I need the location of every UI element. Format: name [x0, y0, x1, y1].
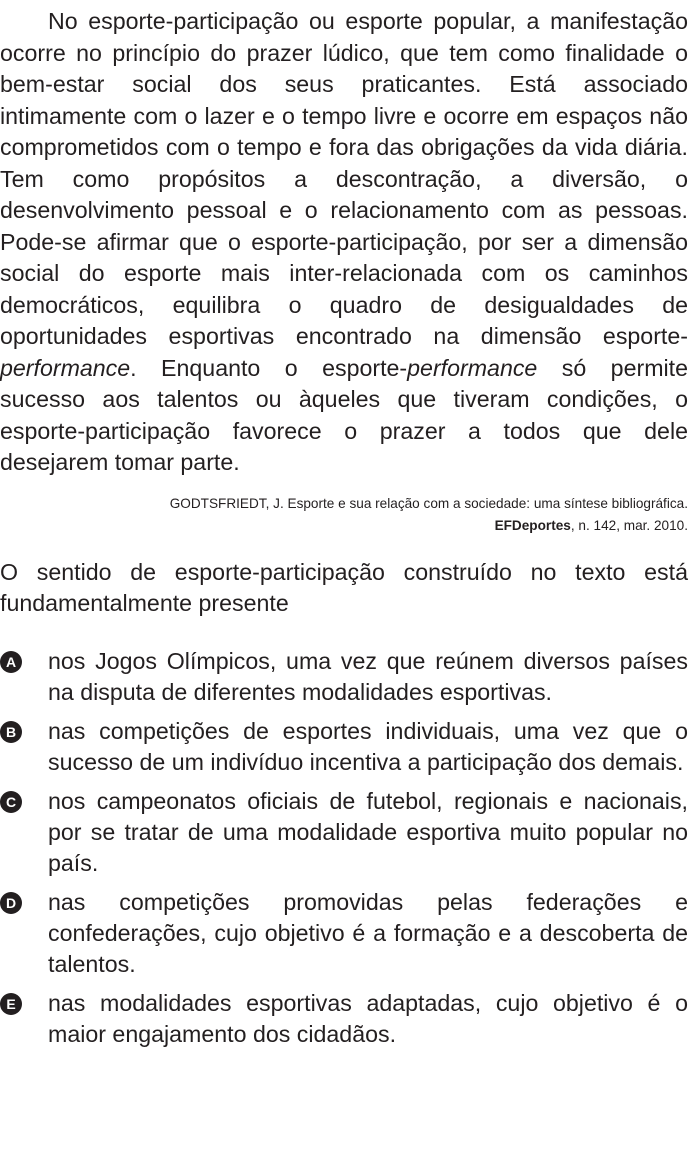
passage-italic-1: performance [0, 354, 131, 381]
option-e-text: nas modalidades esportivas adaptadas, cujo objetivo é o maior engajamento dos cidadãos. [48, 989, 688, 1047]
journal-name: EFDeportes [494, 517, 571, 533]
option-a[interactable] [0, 646, 688, 708]
passage-text [0, 6, 688, 479]
passage-part3: só permite sucesso aos talentos ou àqueles que tiveram condições, o esporte-participação favorece o prazer a todos que dele desejarem tomar parte. [0, 354, 688, 475]
citation-line-1: GODTSFRIEDT, J. Esporte e sua relação com a sociedade: uma síntese bibliográfica. [169, 495, 688, 511]
citation-line-2 [0, 515, 688, 537]
option-b[interactable] [0, 716, 688, 778]
option-d[interactable] [0, 887, 688, 980]
document-page [0, 6, 688, 1058]
passage-part1: No esporte-participação ou esporte popular, a manifestação ocorre no princípio do prazer lúdico, que tem como finalidade o bem-estar social dos seus praticantes. Está associado intimamente com o lazer e o tempo livre e ocorre em espaços não comprometidos com o tempo e fora das obrigações da vida diária. Tem como propósitos a descontração, a diversão, o desenvolvimento pessoal e o relacionamento com as pessoas. Pode-se afirmar que o esporte-participação, por ser a dimensão social do esporte mais inter-relacionada com os caminhos democráticos, equilibra o quadro de desigualdades de oportunidades esportivas encontrado na dimensão esporte- [0, 8, 688, 349]
option-e[interactable] [0, 988, 688, 1050]
option-d-letter-badge: D [0, 892, 22, 914]
option-a-text: nos Jogos Olímpicos, uma vez que reúnem diversos países na disputa de diferentes modalidades esportivas. [48, 647, 688, 705]
option-d-text: nas competições promovidas pelas federações e confederações, cujo objetivo é a formação e a descoberta de talentos. [48, 888, 688, 977]
option-c-text: nos campeonatos oficiais de futebol, regionais e nacionais, por se tratar de uma modalidade esportiva muito popular no país. [48, 787, 688, 876]
question-stem: O sentido de esporte-participação construído no texto está fundamentalmente presente [0, 558, 688, 616]
passage-italic-2: performance [407, 354, 538, 381]
citation-details: , n. 142, mar. 2010. [570, 517, 688, 533]
answer-options [0, 646, 688, 1050]
option-c-letter-badge: C [0, 791, 22, 813]
option-c[interactable] [0, 786, 688, 879]
option-e-letter-badge: E [0, 993, 22, 1015]
option-a-letter-badge: A [0, 651, 22, 673]
option-b-text: nas competições de esportes individuais, uma vez que o sucesso de um indivíduo incentiva a participação dos demais. [48, 717, 688, 775]
source-citation [0, 493, 688, 537]
option-b-letter-badge: B [0, 721, 22, 743]
passage-part2: . Enquanto o esporte- [130, 354, 408, 381]
